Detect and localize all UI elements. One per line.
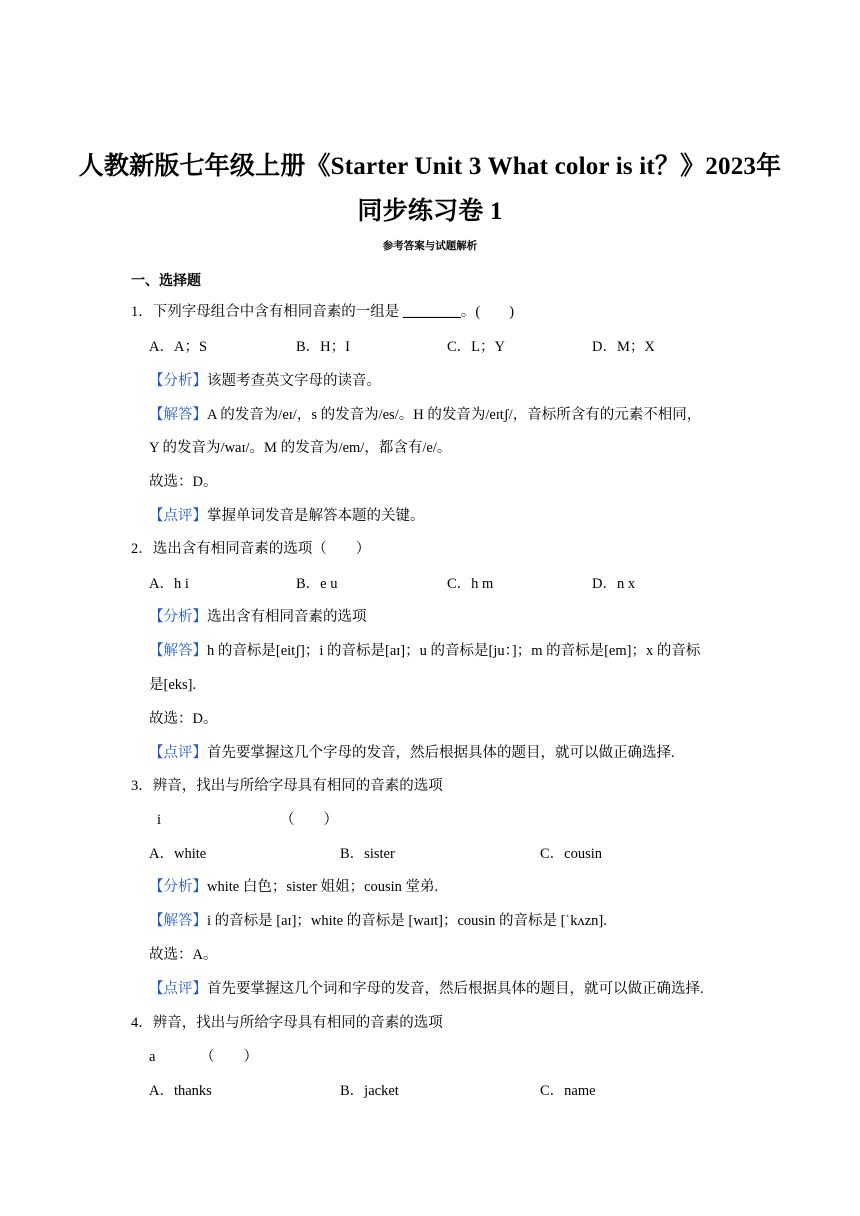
question-3-answer: [149, 912, 607, 930]
question-2-analysis: [149, 608, 367, 626]
question-3-letter: i: [157, 812, 162, 828]
question-4-option-c: C．name: [540, 1083, 596, 1099]
question-1-blank: ________: [402, 304, 461, 320]
question-2-choice: 故选：D。: [149, 711, 218, 727]
answer-tag: 【解答】: [149, 643, 207, 659]
question-1-paren: 。( ): [460, 304, 515, 320]
question-1-option-d: D．M；X: [592, 339, 655, 355]
question-3-comment: [149, 980, 704, 998]
section-heading: 一、选择题: [131, 273, 201, 289]
question-2-answer-cont: 是[eks].: [149, 677, 197, 693]
answer-text: h 的音标是[eitʃ]；i 的音标是[aɪ]；u 的音标是[ju：]；m 的音标是[em]；x 的音标: [207, 643, 701, 659]
comment-tag: 【点评】: [149, 981, 207, 997]
question-2-comment: [149, 744, 675, 762]
question-1-text: 1．下列字母组合中含有相同音素的一组是: [131, 304, 403, 320]
question-2-option-c: C．h m: [447, 576, 494, 592]
question-1-stem: [131, 303, 514, 321]
comment-tag: 【点评】: [149, 745, 207, 761]
answer-text: i 的音标是 [aɪ]；white 的音标是 [waɪt]；cousin 的音标是 [ˈkʌzn].: [207, 913, 607, 929]
question-2-option-d: D．n x: [592, 576, 636, 592]
question-4-option-b: B．jacket: [340, 1083, 399, 1099]
analysis-tag: 【分析】: [149, 609, 207, 625]
question-1-option-b: B．H；I: [296, 339, 350, 355]
question-3-option-c: C．cousin: [540, 846, 603, 862]
question-4-stem: 4．辨音，找出与所给字母具有相同的音素的选项: [131, 1015, 443, 1031]
question-4-paren: （ ）: [200, 1049, 258, 1065]
question-2-option-a: A．h i: [149, 576, 189, 592]
answer-tag: 【解答】: [149, 407, 207, 423]
question-3-option-a: A．white: [149, 846, 207, 862]
question-2-option-b: B．e u: [296, 576, 338, 592]
comment-text: 首先要掌握这几个词和字母的发音，然后根据具体的题目，就可以做正确选择.: [207, 981, 704, 997]
analysis-text: 选出含有相同音素的选项: [207, 609, 367, 625]
page-title-line-2: 同步练习卷 1: [357, 198, 503, 225]
question-2-answer: [149, 642, 700, 660]
question-1-option-c: C．L；Y: [447, 339, 505, 355]
question-1-answer: [149, 406, 701, 424]
question-1-answer-cont: Y 的发音为/waɪ/。M 的发音为/em/，都含有/e/。: [149, 440, 452, 456]
comment-text: 首先要掌握这几个字母的发音，然后根据具体的题目，就可以做正确选择.: [207, 745, 675, 761]
question-2-stem: 2．选出含有相同音素的选项（ ）: [131, 541, 371, 557]
page-subtitle: 参考答案与试题解析: [382, 240, 478, 252]
question-4-letter: a: [149, 1049, 156, 1065]
analysis-tag: 【分析】: [149, 373, 207, 389]
answer-text: A 的发音为/eɪ/，s 的发音为/es/。H 的发音为/eɪtʃ/，音标所含有的元素不相同，: [207, 407, 702, 423]
question-1-analysis: [149, 372, 381, 390]
answer-tag: 【解答】: [149, 913, 207, 929]
question-3-paren: （ ）: [280, 812, 338, 828]
question-3-stem: 3．辨音，找出与所给字母具有相同的音素的选项: [131, 778, 443, 794]
question-3-choice: 故选：A。: [149, 947, 218, 963]
question-1-option-a: A．A；S: [149, 339, 208, 355]
page-title-line-1: 人教新版七年级上册《Starter Unit 3 What color is it？》2023年: [78, 153, 782, 180]
question-1-comment: [149, 507, 425, 525]
question-4-option-a: A．thanks: [149, 1083, 212, 1099]
analysis-tag: 【分析】: [149, 879, 207, 895]
comment-tag: 【点评】: [149, 508, 207, 524]
comment-text: 掌握单词发音是解答本题的关键。: [207, 508, 425, 524]
question-3-option-b: B．sister: [340, 846, 395, 862]
question-3-analysis: [149, 878, 438, 896]
question-1-choice: 故选：D。: [149, 474, 218, 490]
analysis-text: white 白色；sister 姐姐；cousin 堂弟.: [207, 879, 439, 895]
analysis-text: 该题考查英文字母的读音。: [207, 373, 381, 389]
